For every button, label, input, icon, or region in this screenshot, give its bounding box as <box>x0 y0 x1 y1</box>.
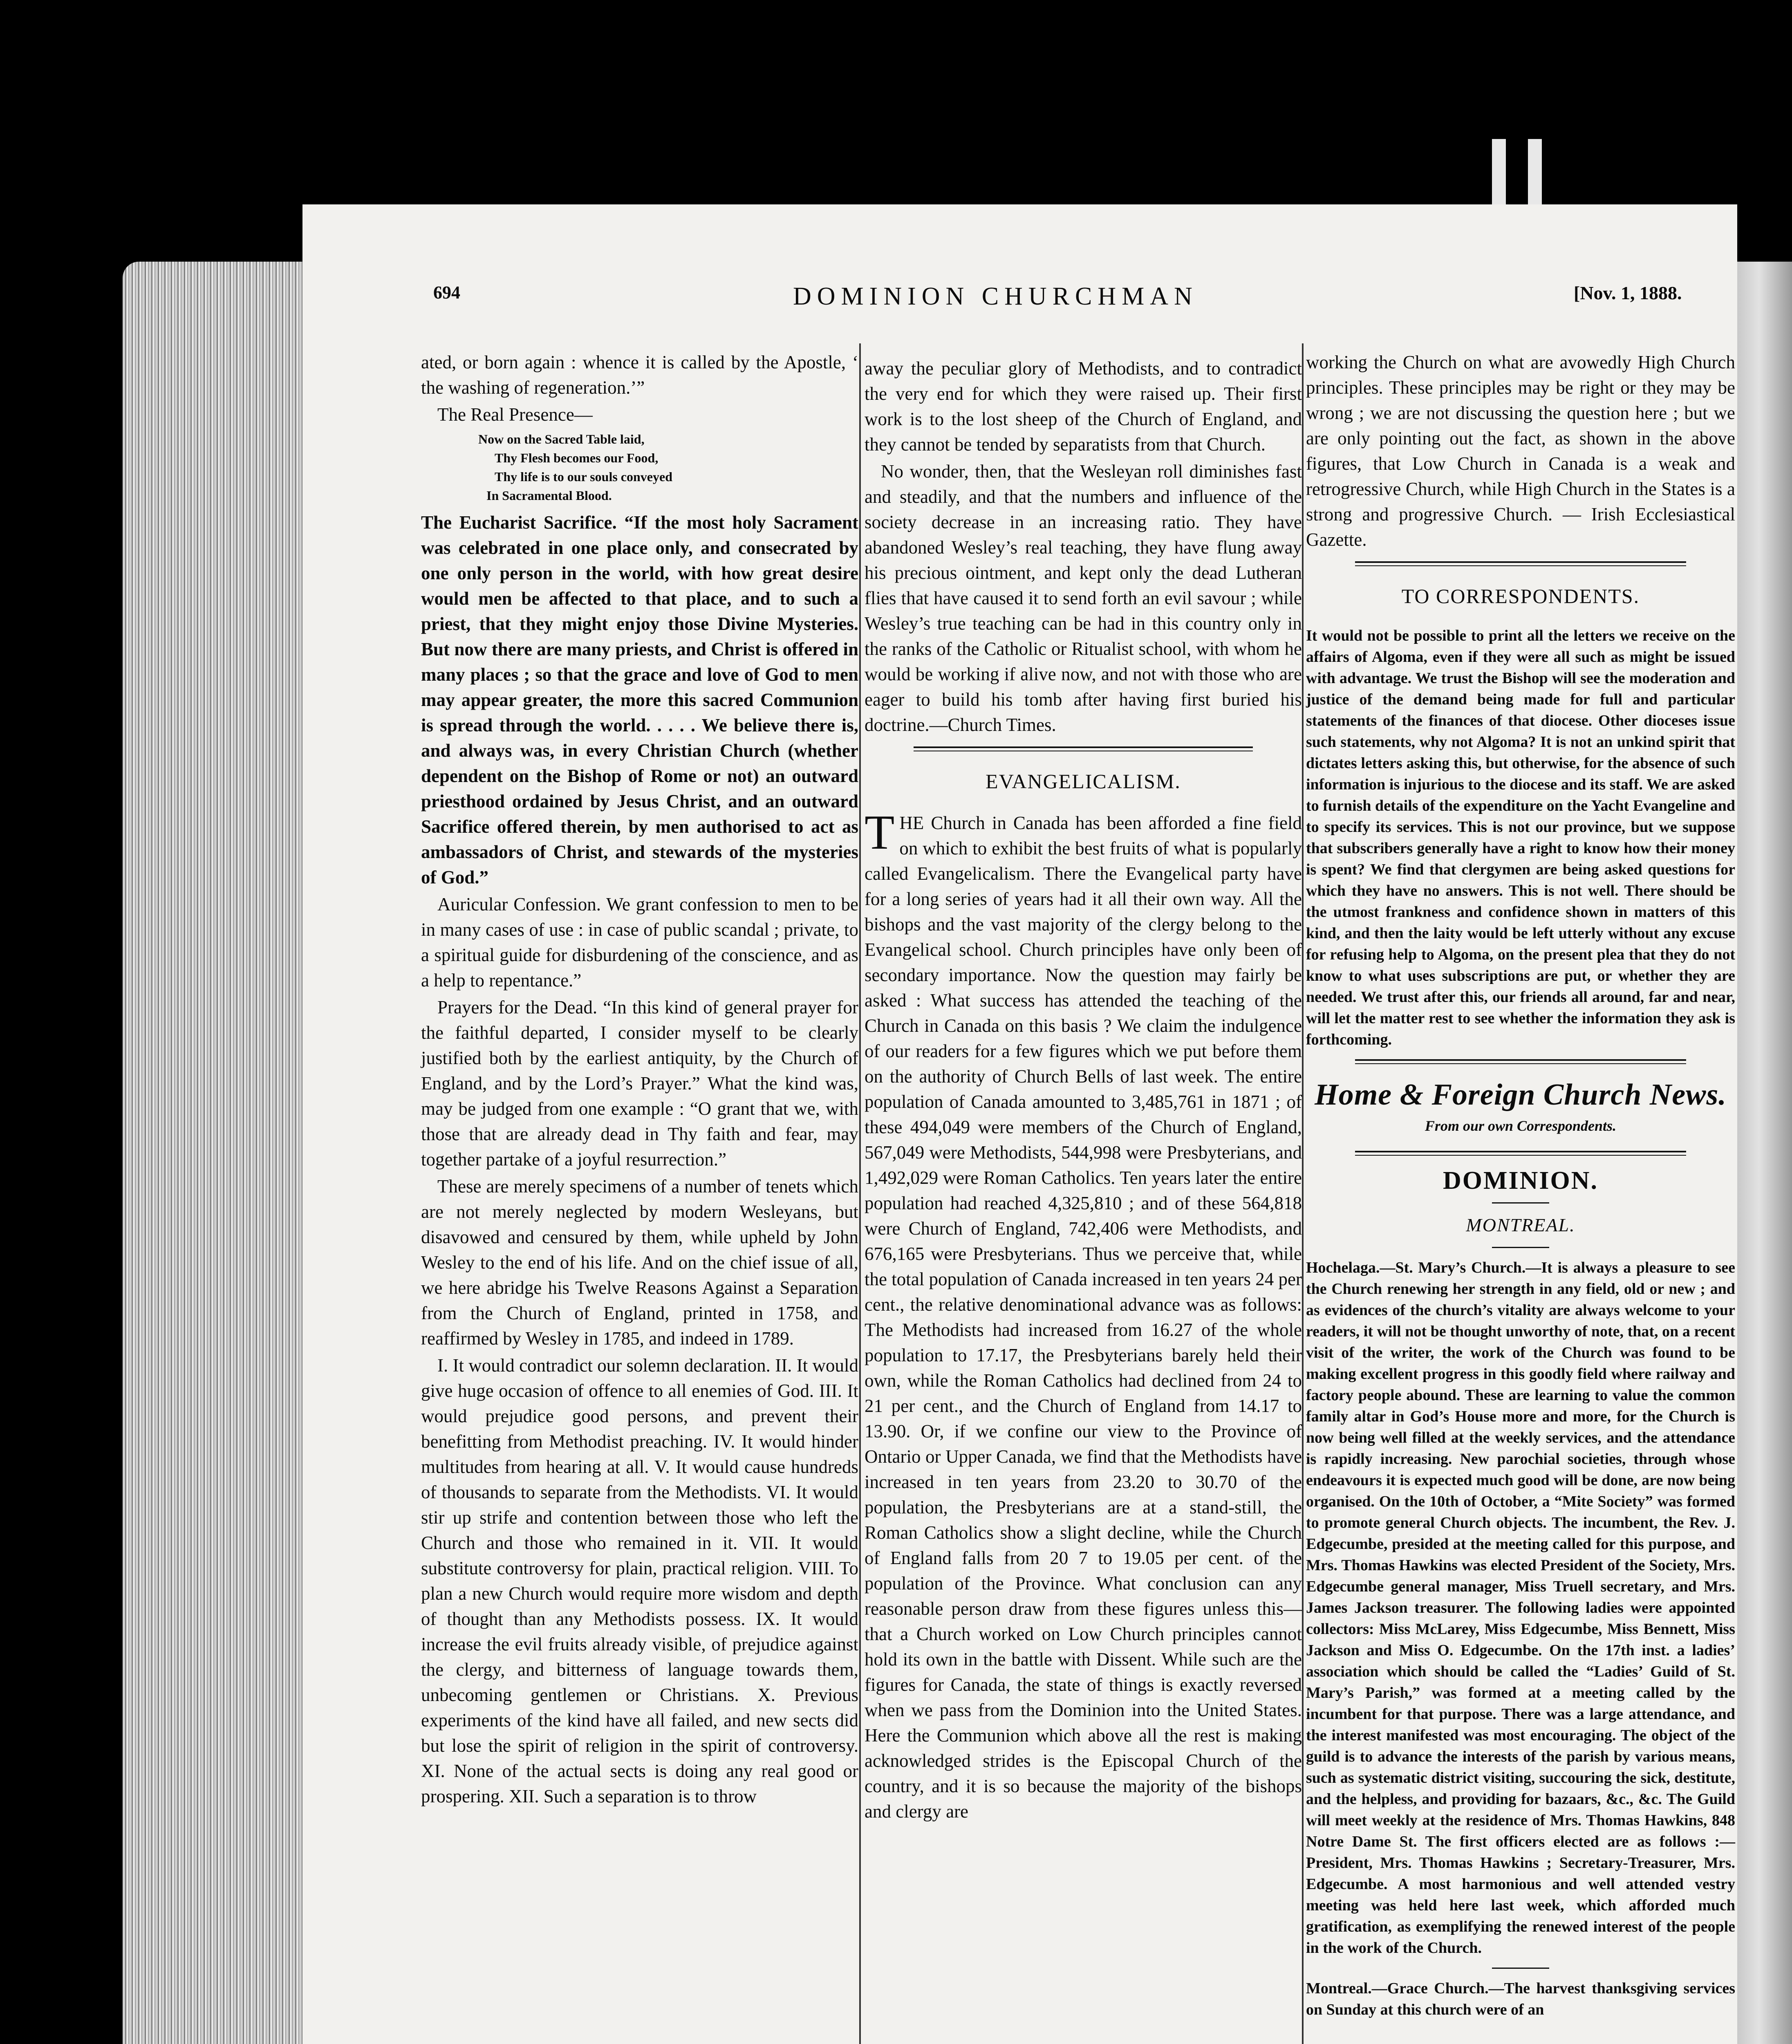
paragraph: The Real Presence— <box>437 404 593 425</box>
page-number: 694 <box>433 282 460 303</box>
paragraph: Auricular Confession. We grant confession to men to be in many cases of use : in case of public scandal ; private, to a spiritual guide for disburdening of the conscience, and as a help to repentance.” <box>421 894 858 991</box>
running-head <box>302 282 1737 319</box>
paragraph: The Eucharist Sacrifice. “If the most holy Sacrament was celebrated in one place only, and consecrated by one only person in the world, with how great desire would men be affected to that place, and to such a priest, that they might enjoy those Divine Mysteries. But now there are many priests, and Christ is offered in many places ; so that the grace and love of God to men may appear greater, the more this sacred Communion is spread through the world. . . . . We believe there is, and always was, in every Christian Church (whether dependent on the Bishop of Rome or not) an outward priesthood ordained by Jesus Christ, and an outward Sacrifice offered therein, by men authorised to act as ambassadors of Christ, and stewards of the mysteries of God.” <box>421 512 858 888</box>
paragraph: Prayers for the Dead. “In this kind of general prayer for the faithful departed, I consider myself to be clearly justified both by the earliest antiquity, by the Church of England, and by the Lord’s Prayer.” What the kind was, may be judged from one example : “O grant that we, with those that are already dead in Thy faith and fear, may together partake of a joyful resurrection.” <box>421 997 858 1170</box>
paragraph: away the peculiar glory of Methodists, and to contradict the very end for which they were raised up. Their first work is to the lost sheep of the Church of England, and they cannot be tended by separatists from that Church. <box>865 358 1302 455</box>
paragraph: I. It would contradict our solemn declaration. II. It would give huge occasion of offence to all enemies of God. III. It would prejudice good persons, and prevent their benefitting from Methodist preaching. IV. It would hinder multitudes from hearing at all. V. It would cause hundreds of thousands to separate from the Methodists. VI. It would stir up strife and contention between those who left the Church and those who remained in it. VII. It would substitute controversy for plain, practical religion. VIII. To plan a new Church would require more wisdom and depth of thought than any Methodists possess. IX. It would increase the evil fruits already visible, of prejudice against the clergy, and bitterness of language towards them, unbecoming gentlemen or Christians. X. Previous experiments of the kind have all failed, and new sects did but lose the spirit of religion in the spirit of controversy. XI. None of the actual sects is doing any real good or prospering. XII. Such a separation is to throw <box>421 1355 858 1806</box>
column-rule <box>859 343 861 2044</box>
paragraph: working the Church on what are avowedly High Church principles. These principles may be right or they may be wrong ; we are not discussing the question here ; but we are only pointing out the fact, as shown in the above figures, that Low Church in Canada is a weak and retrogressive Church, while High Church in the States is a strong and progressive Church. — Irish Ecclesiastical Gazette. <box>1306 352 1735 550</box>
article-heading: EVANGELICALISM. <box>986 770 1181 793</box>
section-divider <box>1355 1059 1686 1064</box>
section-divider <box>1355 561 1686 566</box>
verse-line: Thy life is to our souls conveyed <box>495 469 672 484</box>
news-item: Montreal.—Grace Church.—The harvest thanksgiving services on Sunday at this church were of an <box>1306 1980 1735 2018</box>
column-1 <box>421 350 858 1811</box>
column-rule <box>1302 343 1304 2044</box>
drop-cap: T <box>865 805 895 859</box>
section-subtitle: From our own Correspondents. <box>1425 1118 1617 1134</box>
short-rule <box>1492 1968 1549 1969</box>
short-rule <box>1492 1202 1549 1204</box>
issue-date: [Nov. 1, 1888. <box>1574 282 1682 303</box>
paragraph <box>865 805 1302 1824</box>
verse <box>478 430 858 505</box>
paragraph-text: HE Church in Canada has been afforded a fine field on which to exhibit the best fruits of what is popularly called Evangelicalism. There the Evangelical party have for a long series of years had it all their own way. All the bishops and the vast majority of the clergy belong to the Evangelical school. Church principles have only been of secondary importance. Now the question may fairly be asked : What success has attended the teaching of the Church in Canada on this basis ? We claim the indulgence of our readers for a few figures which we put before them on the authority of Church Bells of last week. The entire population of Canada amounted to 3,485,761 in 1871 ; of these 494,049 were members of the Church of England, 567,049 were Methodists, 544,998 were Presbyterians, and 1,492,029 were Roman Catholics. Ten years later the entire population had reached 4,325,810 ; and of these 564,818 were Church of England, 742,406 were Methodists, and 676,165 were Presbyterians. Thus we perceive that, while the total population of Canada increased in ten years 24 per cent., the relative denominational advance was as follows: The Methodists had increased from 16.27 of the whole population to 17.17, the Presbyterians barely held their own, while the Roman Catholics had declined from 24 to 21 per cent., and the Church of England from 14.17 to 13.90. Or, if we confine our view to the Province of Ontario or Upper Canada, we find that the Methodists have increased in ten years from 23.20 to 30.70 of the population, the Presbyterians are at a stand-still, the Roman Catholics show a slight decline, while the Church of England falls from 20 7 to 19.05 per cent. of the population of the Province. What conclusion can any reasonable person draw from these figures unless this—that a Church worked on Low Church principles cannot hold its own in the battle with Dissent. While such are the figures for Canada, the state of things is exactly reversed when we pass from the Dominion into the United States. Here the Communion which above all the rest is making acknowledged strides is the Episcopal Church of the country, and it is so because the majority of the bishops and clergy are <box>865 813 1302 1822</box>
verse-line: Now on the Sacred Table laid, <box>478 432 645 446</box>
section-divider <box>1355 1151 1686 1156</box>
newspaper-page <box>302 204 1737 2044</box>
verse-line: In Sacramental Blood. <box>486 488 612 503</box>
region-heading: DOMINION. <box>1443 1167 1599 1195</box>
paragraph: These are merely specimens of a number of tenets which are not merely neglected by modern Wesleyans, but disavowed and censured by them, while upheld by John Wesley to the end of his life. And on the chief issue of all, we here abridge his Twelve Reasons Against a Separation from the Church of England, printed in 1758, and reaffirmed by Wesley in 1785, and indeed in 1789. <box>421 1176 858 1349</box>
short-rule <box>1492 1247 1549 1248</box>
notice-text: It would not be possible to print all the letters we receive on the affairs of Algoma, even if they were all such as might be issued with advantage. We trust the Bishop will see the moderation and justice of the demand being made for full and particular statements of the finances of that diocese. Other dioceses issue such statements, why not Algoma? It is not an unkind spirit that dictates letters asking this, but otherwise, for the absence of such information is injurious to the diocese and its staff. We are asked to furnish details of the expenditure on the Yacht Evangeline and to specify its services. This is not our province, but we suppose that subscribers generally have a right to know how their money is spent? We find that clergymen are being asked questions for which they have no answers. This is not well. There should be the utmost frankness and confidence shown in matters of this kind, and then the laity would be left utterly without any excuse for refusing help to Algoma, on the present plea that they do not know to what uses subscriptions are put, or whether they are needed. We trust after this, our friends all around, far and near, will let the matter rest to see whether the information they ask is forthcoming. <box>1306 627 1735 1048</box>
column-3 <box>1306 350 1735 2020</box>
masthead: DOMINION CHURCHMAN <box>793 282 1198 310</box>
section-title: Home & Foreign Church News. <box>1315 1078 1727 1112</box>
facing-page-edge <box>1737 262 1792 2044</box>
news-item: Hochelaga.—St. Mary’s Church.—It is always a pleasure to see the Church renewing her strength in any field, old or new ; and as evidences of the church’s vitality are always welcome to your readers, it will not be thought unworthy of note, that, on a recent visit of the writer, the work of the Church was found to be making excellent progress in this goodly field where railway and factory people abound. These are learning to value the common family altar in God’s House more and more, for the Church is now being well filled at the weekly services, and the attendance is rapidly increasing. New parochial societies, through whose endeavours it is expected much good will be done, are now being organised. On the 10th of October, a “Mite Society” was formed to promote general Church objects. The incumbent, the Rev. J. Edgecumbe, presided at the meeting called for this purpose, and Mrs. Thomas Hawkins was elected President of the Society, Mrs. Edgecumbe general manager, Miss Truell secretary, and Mrs. James Jackson treasurer. The following ladies were appointed collectors: Miss McLarey, Miss Edgecumbe, Miss Bennett, Miss Jackson and Miss O. Edgecumbe. On the 17th inst. a ladies’ association which should be called the “Ladies’ Guild of St. Mary’s Parish,” was formed at a meeting called by the incumbent for that purpose. There was a large attendance, and the interest manifested was most encouraging. The object of the guild is to advance the interests of the parish by various means, such as systematic district visiting, succouring the sick, destitute, and the helpless, and providing for bazaars, &c., &c. The Guild will meet weekly at the residence of Mrs. Thomas Hawkins, 848 Notre Dame St. The first officers elected are as follows :—President, Mrs. Thomas Hawkins ; Secretary-Treasurer, Mrs. Edgecumbe. A most harmonious and well attended vestry meeting was held here last week, which afforded much gratification, as exemplifying the renewed interest of the people in the work of the Church. <box>1306 1259 1735 1957</box>
book-page-edges <box>123 262 302 2044</box>
paragraph: ated, or born again : whence it is called by the Apostle, ‘ the washing of regeneration.’” <box>421 352 858 398</box>
section-heading: TO CORRESPONDENTS. <box>1401 585 1640 607</box>
column-2 <box>865 356 1302 1826</box>
paragraph: No wonder, then, that the Wesleyan roll diminishes fast and steadily, and that the numbers and influence of the society decrease in an increasing ratio. They have abandoned Wesley’s real teaching, they have flung away his precious ointment, and kept only the dead Lutheran flies that have caused it to send forth an evil savour ; while Wesley’s true teaching can be had in this country only in the ranks of the Catholic or Ritualist school, with whom he would be working if alive now, and not with those who are eager to build his tomb after having first buried his doctrine.—Church Times. <box>865 461 1302 735</box>
section-divider <box>914 746 1253 751</box>
diocese-heading: MONTREAL. <box>1466 1215 1575 1235</box>
verse-line: Thy Flesh becomes our Food, <box>495 450 659 465</box>
